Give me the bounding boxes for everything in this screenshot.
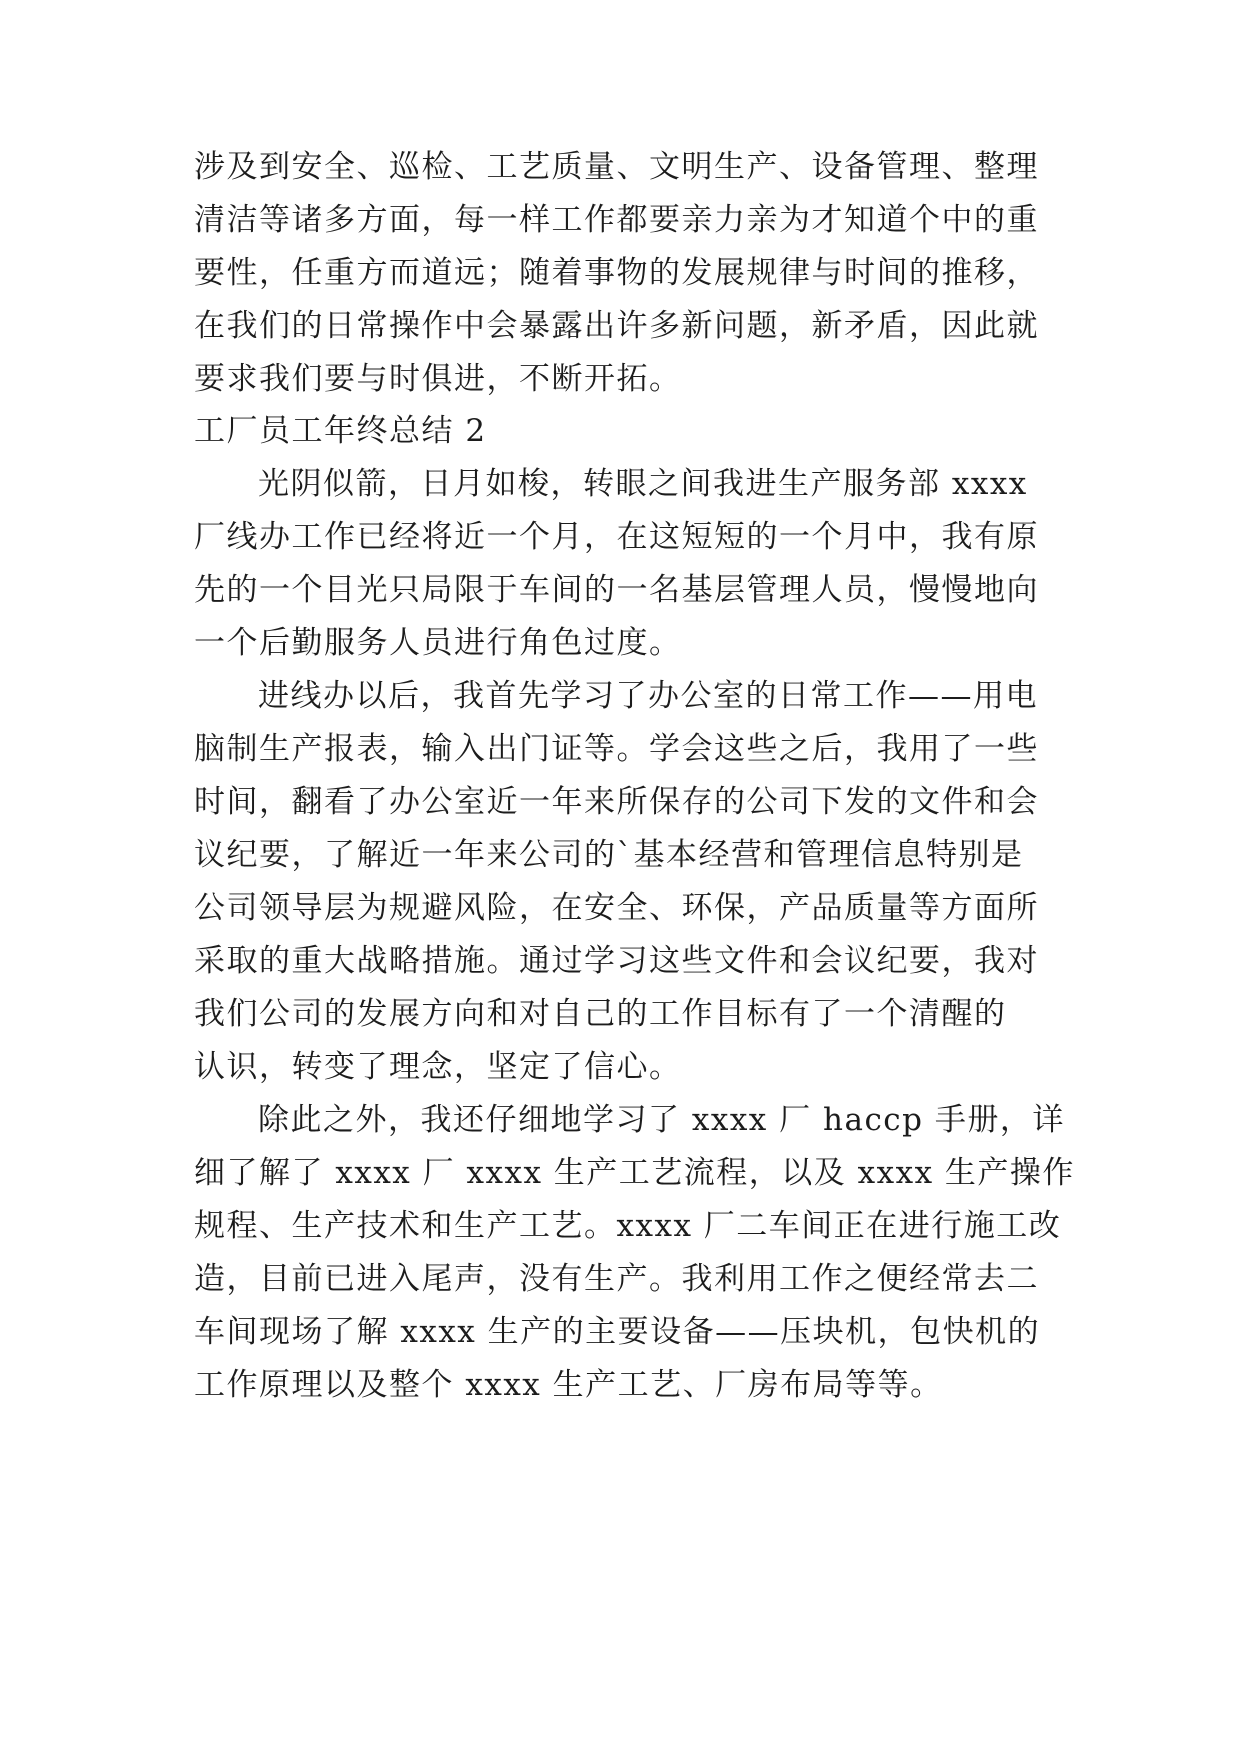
- paragraph-line: 先的一个目光只局限于车间的一名基层管理人员，慢慢地向: [194, 572, 1039, 608]
- paragraph-line: 光阴似箭，日月如梭，转眼之间我进生产服务部 xxxx: [258, 466, 1028, 502]
- paragraph-line: 时间，翻看了办公室近一年来所保存的公司下发的文件和会: [194, 784, 1039, 820]
- paragraph-line: 清洁等诸多方面，每一样工作都要亲力亲为才知道个中的重: [194, 202, 1039, 238]
- paragraph-line: 车间现场了解 xxxx 生产的主要设备——压块机，包快机的: [194, 1314, 1041, 1350]
- paragraph-line: 要性，任重方而道远；随着事物的发展规律与时间的推移，: [194, 255, 1039, 291]
- paragraph-line: 在我们的日常操作中会暴露出许多新问题，新矛盾，因此就: [194, 308, 1039, 344]
- paragraph-line: 公司领导层为规避风险，在安全、环保，产品质量等方面所: [194, 890, 1039, 926]
- paragraph-line: 认识，转变了理念，坚定了信心。: [194, 1049, 682, 1085]
- paragraph-line: 进线办以后，我首先学习了办公室的日常工作——用电: [258, 678, 1038, 714]
- paragraph-line: 脑制生产报表，输入出门证等。学会这些之后，我用了一些: [194, 731, 1039, 767]
- paragraph-line: 工作原理以及整个 xxxx 生产工艺、厂房布局等等。: [194, 1367, 943, 1403]
- paragraph-line: 一个后勤服务人员进行角色过度。: [194, 625, 682, 661]
- paragraph-line: 我们公司的发展方向和对自己的工作目标有了一个清醒的: [194, 996, 1007, 1032]
- paragraph-line: 议纪要，了解近一年来公司的`基本经营和管理信息特别是: [194, 837, 1024, 873]
- paragraph-line: 采取的重大战略措施。通过学习这些文件和会议纪要，我对: [194, 943, 1039, 979]
- paragraph-line: 规程、生产技术和生产工艺。xxxx 厂二车间正在进行施工改: [194, 1208, 1062, 1244]
- paragraph-line: 要求我们要与时俱进，不断开拓。: [194, 361, 682, 397]
- paragraph-line: 除此之外，我还仔细地学习了 xxxx 厂 haccp 手册，详: [258, 1102, 1065, 1138]
- paragraph-line: 厂线办工作已经将近一个月，在这短短的一个月中，我有原: [194, 519, 1039, 555]
- paragraph-line: 涉及到安全、巡检、工艺质量、文明生产、设备管理、整理: [194, 149, 1039, 185]
- paragraph-line: 细了解了 xxxx 厂 xxxx 生产工艺流程，以及 xxxx 生产操作: [194, 1155, 1075, 1191]
- section-title: 工厂员工年终总结 2: [194, 413, 487, 449]
- paragraph-line: 造，目前已进入尾声，没有生产。我利用工作之便经常去二: [194, 1261, 1039, 1297]
